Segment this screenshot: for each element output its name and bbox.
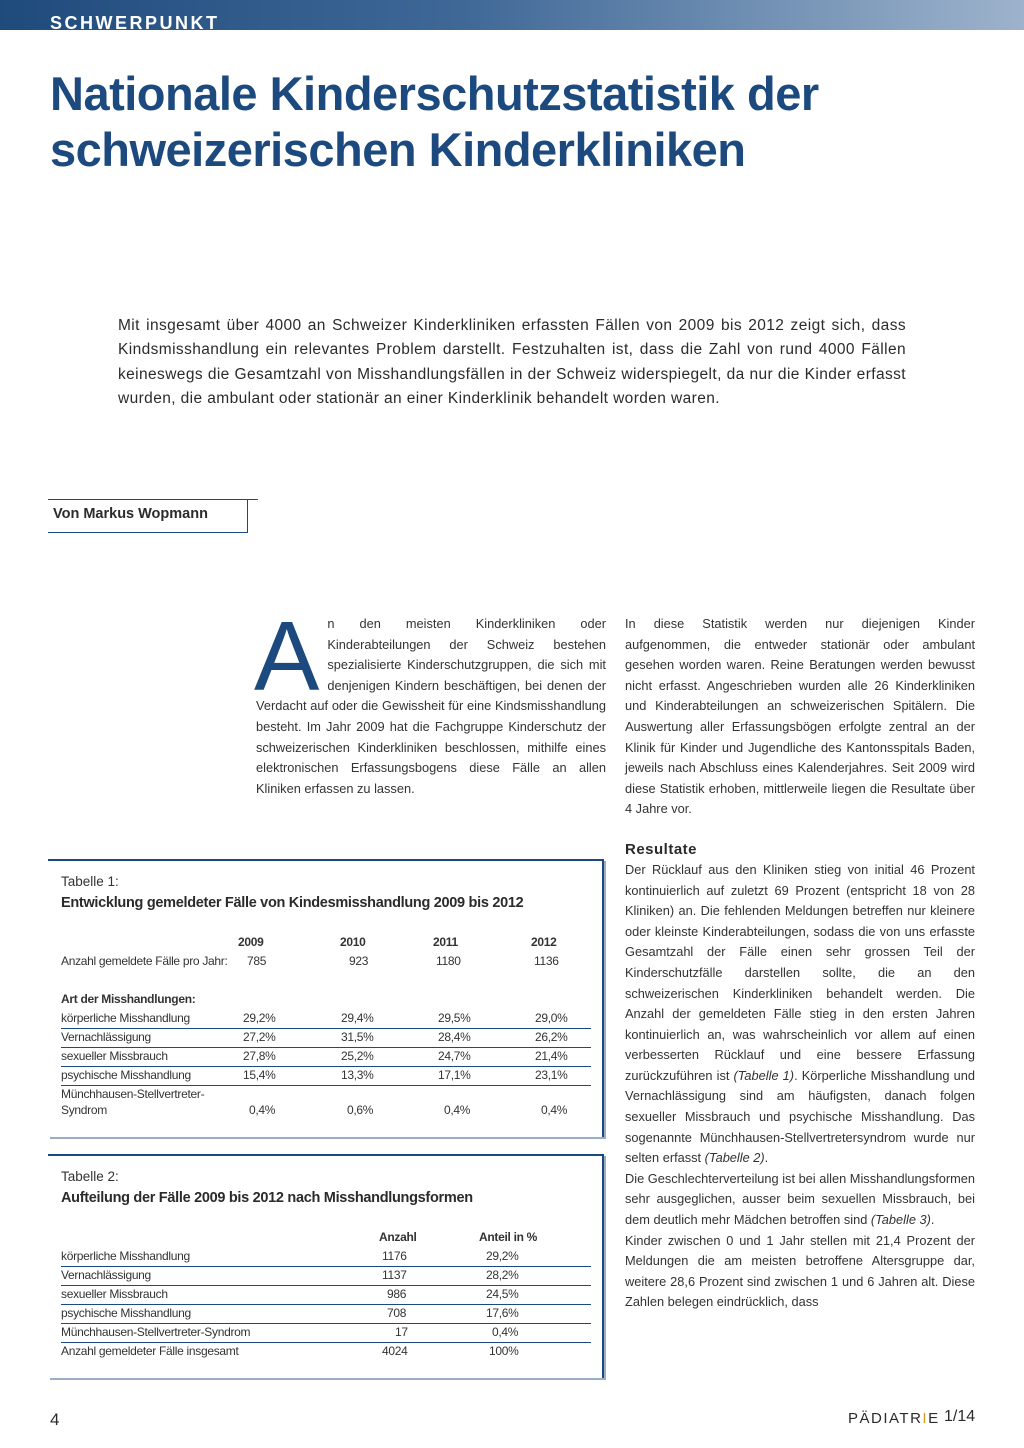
cell: 29,0% [535,1011,568,1025]
table-row [61,1028,591,1048]
body-text: Die Geschlechterverteilung ist bei allen Misshandlungsformen sehr ausgeglichen, ausser beim sexuellen Missbrauch, bei dem deutlich mehr Mädchen betroffen sind [625,1170,975,1228]
table-2 [48,1154,604,1378]
table-subheading: Art der Misshandlungen: [61,992,196,1006]
body-paragraph-4: Kinder zwischen 0 und 1 Jahr stellen mit 21,4 Prozent der Meldungen die am meisten betroffene Altersgruppe dar, weitere 28,6 Prozent sind zwischen 1 und 6 Jahren alt. Diese Zahlen belegen eindrücklich, dass [625,1232,975,1310]
table-title: Aufteilung der Fälle 2009 bis 2012 nach Misshandlungsformen [61,1190,473,1206]
cell: 17 [395,1325,408,1339]
row-label: Vernachlässigung [61,1030,151,1044]
cell: 0,4% [541,1103,568,1117]
table-reference: (Tabelle 1) [733,1067,795,1083]
cell: 0,4% [444,1103,471,1117]
row-label: Münchhausen-Stellvertreter-Syndrom [61,1325,251,1339]
article-title [50,66,1000,178]
title-line-2: schweizerischen Kinderkliniken [50,123,746,176]
cell: 13,3% [341,1068,374,1082]
cell: 986 [387,1287,407,1301]
row-label: Anzahl gemeldeter Fälle insgesamt [61,1344,239,1358]
cell: 17,6% [486,1306,519,1320]
table-1 [48,859,604,1137]
table-row [61,1266,591,1286]
lead-paragraph: Mit insgesamt über 4000 an Schweizer Kinderkliniken erfassten Fällen von 2009 bis 2012 zeigt sich, dass Kindsmisshandlung ein relevantes Problem darstellt. Festzuhalten ist, dass die Zahl von rund 4000 Fällen keineswegs die Gesamtzahl von Misshandlungsfällen in der Schweiz widerspiegelt, da nur die Kinder erfasst wurden, die ambulant oder stationär an einer Kinderklinik behandelt worden waren. [118,317,906,408]
cell: 27,8% [243,1049,276,1063]
body-text: . Körperliche Misshandlung und Vernachlässigung sind am häufigsten, danach folgen sexueller Missbrauch und psychische Misshandlung. Das sogenannte Münchhausen-Stellvertretersyndrom wurde nur selten erfasst [625,1067,975,1166]
magazine-name: PÄDIATRIE [848,1410,940,1427]
cell: 100% [489,1344,519,1358]
intro-text: n den meisten Kinderkliniken oder Kinderabteilungen der Schweiz bestehen spezialisierte Kinderschutzgruppen, die sich mit denjenigen Kindern beschäftigen, bei denen der Verdacht auf oder die Gewissheit für eine Kindsmisshandlung besteht. Im Jahr 2009 hat die Fachgruppe Kinderschutz der schweizerischen Kinderkliniken beschlossen, mithilfe eines elektronischen Erfassungsbogens diese Fälle an allen Kliniken erfassen zu lassen. [256,616,606,796]
year-header: 2009 [238,935,264,949]
body-text: . [930,1212,935,1228]
drop-cap: A [254,601,320,711]
title-line-1: Nationale Kinderschutzstatistik der [50,67,819,120]
body-paragraph-1: In diese Statistik werden nur diejenigen Kinder aufgenommen, die entweder stationär oder ambulant gesehen worden waren. Reine Beratungen werden bewusst nicht erfasst. Angeschrieben wurden alle 26 Kinderkliniken und Kinderabteilungen an schweizerischen Spitälern. Die Auswertung aller Erfassungsbögen erfolgte zentral an der Klinik für Kinder und Jugendliche des Kantonsspitals Baden, jeweils nach Abschluss eines Kalenderjahres. Seit 2009 wird diese Statistik erhoben, mittlerweile liegen die Resultate über 4 Jahre vor. [625,616,975,817]
body-text: Der Rücklauf aus den Kliniken stieg von initial 46 Prozent kontinuierlich auf zuletzt 69 Prozent (entspricht 18 von 28 Kliniken) an. Die fehlenden Meldungen betreffen nur kleinere oder kleinste Kinderabteilungen, sodass die von uns erfasste Gesamtzahl der Fälle einen sehr grossen Teil der Kinderschutzfälle darstellen sollte, die an den schweizerischen Kinderkliniken behandelt werden. Die Anzahl der gemeldeten Fälle stieg in den ersten Jahren kontinuierlich an, was wahrscheinlich vor allem auf einen verbesserten Rücklauf und eine bessere Erfassung zurückzuführen ist [625,861,975,1083]
cell: 28,2% [486,1268,519,1282]
table-row [61,1247,591,1267]
issue-number: 1/14 [944,1408,976,1425]
page-number: 4 [50,1410,60,1429]
body-paragraph-2 [625,860,975,1169]
table-row [61,1285,591,1305]
cell: 1137 [382,1268,407,1282]
cell: 29,5% [438,1011,471,1025]
author-byline: Von Markus Wopmann [48,499,248,533]
cell: 1136 [534,954,559,968]
table-reference: (Tabelle 2) [704,1150,765,1166]
row-label: psychische Misshandlung [61,1068,191,1082]
row-label: körperliche Misshandlung [61,1249,190,1263]
cell: 0,4% [492,1325,519,1339]
year-header: 2012 [531,935,557,949]
cell: 4024 [382,1344,408,1358]
cell: 0,4% [249,1103,276,1117]
cell: 29,2% [486,1249,519,1263]
cell: 1180 [436,954,461,968]
table-row [61,1304,591,1324]
table-title: Entwicklung gemeldeter Fälle von Kindesmisshandlung 2009 bis 2012 [61,895,524,911]
table-row [61,1342,591,1361]
cell: 0,6% [347,1103,374,1117]
cell: 24,7% [438,1049,471,1063]
body-text: . [764,1150,769,1166]
cell: 29,4% [341,1011,374,1025]
table-row [61,1323,591,1343]
section-banner [0,0,1024,33]
cell: 17,1% [438,1068,471,1082]
cell: 25,2% [341,1049,374,1063]
cell: 26,2% [535,1030,568,1044]
table-row [61,1066,591,1086]
cell: 27,2% [243,1030,276,1044]
cell: 708 [387,1306,407,1320]
table-label: Tabelle 1: [61,874,119,889]
cell: 15,4% [243,1068,276,1082]
table-header-row [61,933,591,952]
column-header: Anzahl [379,1230,417,1244]
cell: 24,5% [486,1287,519,1301]
year-header: 2011 [433,935,458,949]
row-label: psychische Misshandlung [61,1306,191,1320]
row-label: Anzahl gemeldete Fälle pro Jahr: [61,954,228,968]
cell: 1176 [382,1249,407,1263]
section-heading-resultate: Resultate [625,840,698,858]
table-header-row [61,1228,591,1247]
table-row [61,1101,591,1120]
table-row [61,1047,591,1067]
cell: 28,4% [438,1030,471,1044]
cell: 923 [349,954,369,968]
intro-column [254,601,606,799]
cell: 785 [247,954,267,968]
year-header: 2010 [340,935,366,949]
body-paragraph-3 [625,1169,975,1231]
section-label: SCHWERPUNKT [50,13,220,33]
row-label: Münchhausen-Stellvertreter- [61,1087,205,1101]
table-reference: (Tabelle 3) [870,1212,931,1228]
table-row [61,952,591,971]
cell: 21,4% [535,1049,568,1063]
table-label: Tabelle 2: [61,1169,119,1184]
row-label: sexueller Missbrauch [61,1287,168,1301]
column-header: Anteil in % [479,1230,538,1244]
right-column [625,614,975,1313]
cell: 23,1% [535,1068,568,1082]
cell: 31,5% [341,1030,374,1044]
row-label: Syndrom [61,1103,107,1117]
row-label: sexueller Missbrauch [61,1049,168,1063]
row-label: körperliche Misshandlung [61,1011,190,1025]
cell: 29,2% [243,1011,276,1025]
row-label: Vernachlässigung [61,1268,151,1282]
table-row [61,1009,591,1029]
